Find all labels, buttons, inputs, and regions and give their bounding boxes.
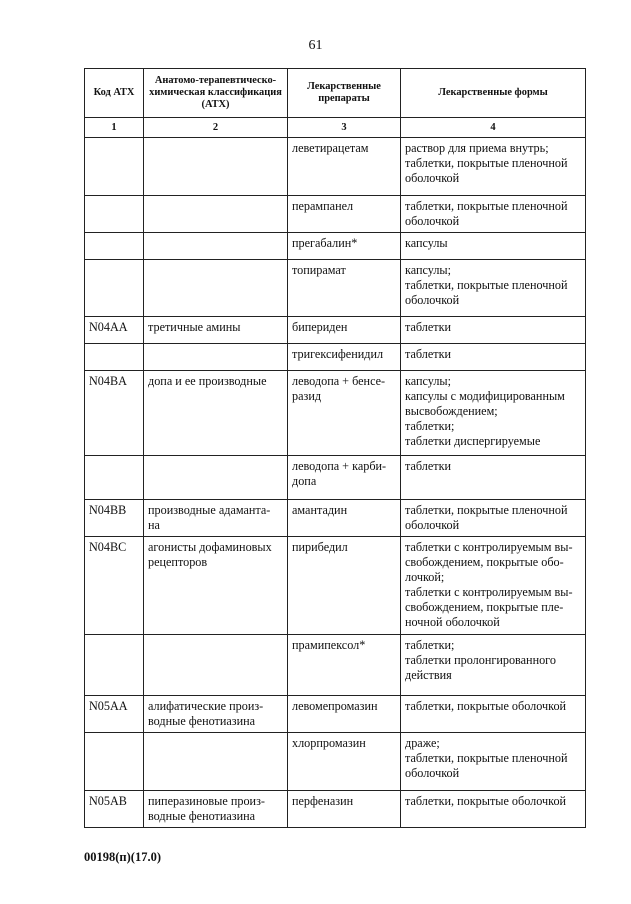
table-body [85, 138, 586, 828]
cell-drug: леводопа + карби- допа [288, 456, 401, 500]
cell-drug: леветирацетам [288, 138, 401, 196]
header-row [85, 69, 586, 118]
table-row [85, 791, 586, 828]
cell-classification: допа и ее производные [144, 371, 288, 456]
cell-code: N04AA [85, 317, 144, 344]
cell-code [85, 733, 144, 791]
document-footer-code: 00198(п)(17.0) [84, 850, 161, 864]
table-row [85, 344, 586, 371]
table-header [85, 69, 586, 138]
header-drugs: Лекарственные препараты [288, 69, 401, 118]
atx-drug-table [84, 68, 586, 828]
cell-forms: таблетки, покрытые пленочной оболочкой [401, 196, 586, 233]
cell-code [85, 635, 144, 696]
cell-code: N05AA [85, 696, 144, 733]
cell-forms: таблетки [401, 344, 586, 371]
table-row [85, 500, 586, 537]
cell-classification [144, 196, 288, 233]
table-row [85, 537, 586, 635]
cell-drug: леводопа + бенсе- разид [288, 371, 401, 456]
cell-classification: третичные амины [144, 317, 288, 344]
cell-code: N05AB [85, 791, 144, 828]
cell-classification [144, 260, 288, 317]
cell-classification: агонисты дофаминовых рецепторов [144, 537, 288, 635]
cell-drug: прегабалин* [288, 233, 401, 260]
table-row [85, 635, 586, 696]
cell-forms: таблетки, покрытые оболочкой [401, 791, 586, 828]
cell-code [85, 196, 144, 233]
cell-forms: таблетки [401, 317, 586, 344]
cell-drug: хлорпромазин [288, 733, 401, 791]
cell-classification: алифатические произ- водные фенотиазина [144, 696, 288, 733]
cell-drug: перфеназин [288, 791, 401, 828]
cell-code [85, 260, 144, 317]
table-row [85, 371, 586, 456]
cell-drug: тригексифенидил [288, 344, 401, 371]
header-classification: Анатомо-терапевтическо-химическая классификация (АТХ) [144, 69, 288, 118]
cell-drug: топирамат [288, 260, 401, 317]
column-number-row [85, 118, 586, 138]
table-row [85, 233, 586, 260]
cell-classification [144, 233, 288, 260]
cell-classification: производные адаманта- на [144, 500, 288, 537]
cell-forms: драже; таблетки, покрытые пленочной оболочкой [401, 733, 586, 791]
cell-classification [144, 456, 288, 500]
cell-classification: пиперазиновые произ- водные фенотиазина [144, 791, 288, 828]
cell-code [85, 233, 144, 260]
cell-forms: капсулы [401, 233, 586, 260]
table-row [85, 696, 586, 733]
cell-forms: таблетки с контролируемым вы- свобождением, покрытые обо- лочкой; таблетки с контролируемым вы- свобождением, покрытые пле- ночной оболочкой [401, 537, 586, 635]
cell-code: N04BA [85, 371, 144, 456]
cell-drug: прамипексол* [288, 635, 401, 696]
page-number: 61 [308, 38, 323, 53]
column-number: 2 [144, 118, 288, 138]
table-row [85, 138, 586, 196]
cell-drug: пирибедил [288, 537, 401, 635]
cell-drug: бипериден [288, 317, 401, 344]
table-row [85, 196, 586, 233]
cell-forms: таблетки [401, 456, 586, 500]
cell-code [85, 456, 144, 500]
cell-forms: капсулы; капсулы с модифицированным высвобождением; таблетки; таблетки диспергируемые [401, 371, 586, 456]
column-number: 4 [401, 118, 586, 138]
column-number: 3 [288, 118, 401, 138]
cell-code [85, 344, 144, 371]
cell-drug: амантадин [288, 500, 401, 537]
table-row [85, 456, 586, 500]
cell-forms: капсулы; таблетки, покрытые пленочной оболочкой [401, 260, 586, 317]
cell-forms: таблетки, покрытые пленочной оболочкой [401, 500, 586, 537]
cell-drug: левомепромазин [288, 696, 401, 733]
cell-code [85, 138, 144, 196]
cell-drug: перампанел [288, 196, 401, 233]
header-forms: Лекарственные формы [401, 69, 586, 118]
header-code: Код АТХ [85, 69, 144, 118]
cell-code: N04BC [85, 537, 144, 635]
column-number: 1 [85, 118, 144, 138]
cell-forms: таблетки, покрытые оболочкой [401, 696, 586, 733]
cell-classification [144, 138, 288, 196]
cell-classification [144, 344, 288, 371]
table-row [85, 317, 586, 344]
cell-forms: таблетки; таблетки пролонгированного действия [401, 635, 586, 696]
cell-classification [144, 635, 288, 696]
cell-code: N04BB [85, 500, 144, 537]
cell-forms: раствор для приема внутрь; таблетки, покрытые пленочной оболочкой [401, 138, 586, 196]
table-row [85, 260, 586, 317]
table-row [85, 733, 586, 791]
cell-classification [144, 733, 288, 791]
